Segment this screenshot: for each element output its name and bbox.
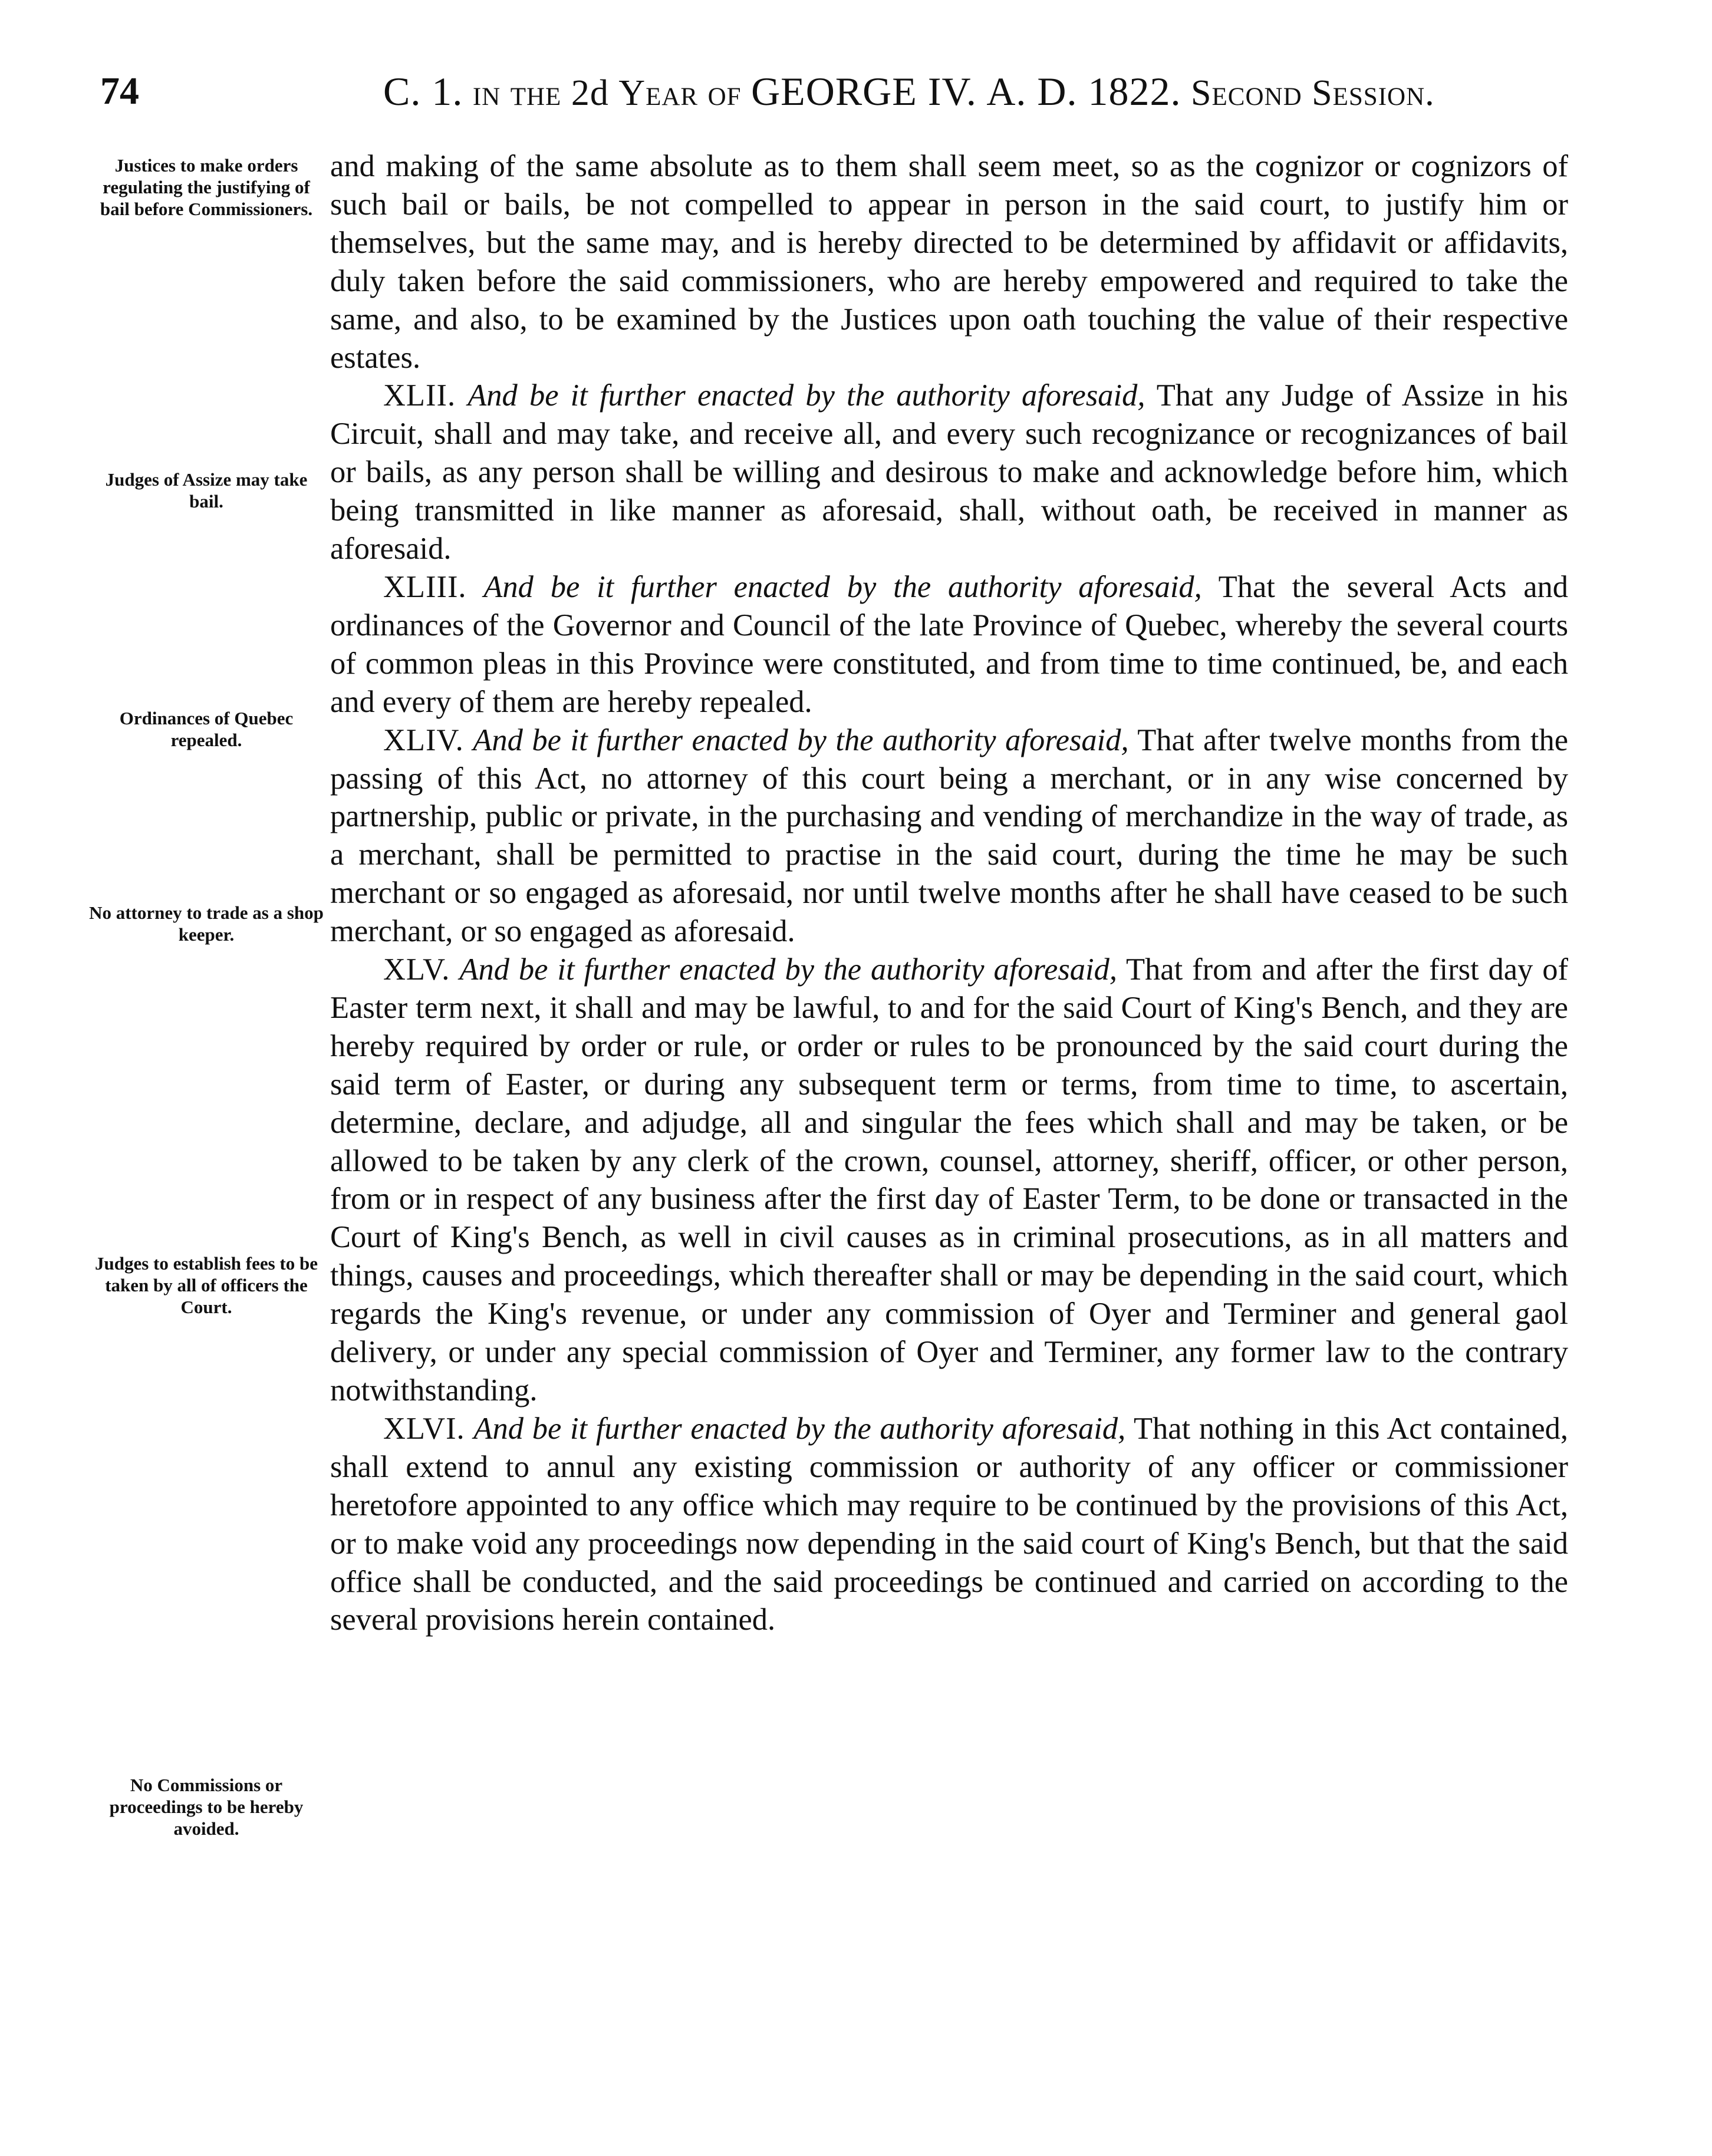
year-of: Year of: [618, 73, 742, 113]
section-number: XLIV.: [383, 723, 464, 757]
section-text: That after twelve months from the passing of this Act, no attorney of this court being a merchant, or in any wise concerned by partnership, public or private, in the purchasing and vending of merchandize in the way of trade, as a merchant, shall be permitted to practise in the said court, during the time he may be such merchant or so engaged as aforesaid, nor until twelve months after he shall have ceased to be such merchant, or so engaged as aforesaid.: [330, 723, 1568, 949]
section-xlv: [330, 951, 1568, 1410]
enacting-clause: And be it further enacted by the authority aforesaid,: [467, 378, 1145, 413]
margin-note-bail-justification: Justices to make orders regulating the justifying of bail before Commissioners.: [100, 155, 313, 219]
section-xliv: [330, 721, 1568, 951]
page-header: [100, 65, 1562, 118]
regnal-year: 2d: [571, 73, 609, 113]
king-name: GEORGE IV.: [751, 69, 977, 114]
section-text: That nothing in this Act contained, shall extend to annul any existing commission or authority of any officer or commissioner heretofore appointed to any office which may require to be continued by the provisions of this Act, or to make void any proceedings now depending in the said court of King's Bench, but that the said office shall be conducted, and the said proceedings be continued and carried on according to the several provisions herein contained.: [330, 1411, 1568, 1637]
continuation-paragraph: and making of the same absolute as to them shall seem meet, so as the cognizor or cognizors of such bail or bails, be not compelled to appear in person in the said court, to justify him or themselves, but the same may, and is hereby directed to be determined by affidavit or affidavits, duly taken before the said commissioners, who are hereby empowered and required to take the same, and also, to be examined by the Justices upon oath touching the value of their respective estates.: [330, 149, 1568, 375]
section-xliii: [330, 568, 1568, 721]
section-text: That from and after the first day of Easter term next, it shall and may be lawful, to and for the said Court of King's Bench, and they are hereby required by order or rule, or order or rules to be pronounced by the said court during the said term of Easter, or during any subsequent term or terms, from time to time, to ascertain, determine, declare, and adjudge, all and singular the fees which shall and may be taken, or be allowed to be taken by any clerk of the crown, counsel, attorney, sheriff, officer, or other person, from or in respect of any business after the first day of Easter Term, to be done or transacted in the Court of King's Bench, as well in civil causes as in criminal prosecutions, as in all matters and things, causes and proceedings, which thereafter shall or may be depending in the said court, which regards the King's revenue, or under any commission of Oyer and Terminer and general gaol delivery, or under any special commission of Oyer and Terminer, any former law to the contrary notwithstanding.: [330, 952, 1568, 1407]
session-label: Second Session.: [1191, 73, 1435, 113]
anno-domini: A. D. 1822.: [986, 69, 1181, 114]
body-text: [330, 147, 1568, 1639]
section-text: That any Judge of Assize in his Circuit, shall and may take, and receive all, and every such recognizance or recognizances of bail or bails, as any person shall be willing and desirous to make and acknowledge before him, which being transmitted in like manner as aforesaid, shall, without oath, be received in manner as aforesaid.: [330, 378, 1568, 566]
section-xlii: [330, 377, 1568, 568]
margin-note-attorney-trade: No attorney to trade as a shop keeper.: [89, 902, 324, 945]
section-text: That the several Acts and ordinances of the Governor and Council of the late Province of Quebec, whereby the several courts of common pleas in this Province were constituted, and from time to time continued, be, and each and every of them are hereby repealed.: [330, 569, 1568, 719]
enacting-clause: And be it further enacted by the authority aforesaid,: [483, 569, 1202, 604]
chapter-ref: C. 1.: [383, 69, 463, 114]
margin-note-judges-assize: Judges of Assize may take bail.: [105, 469, 308, 512]
enacting-clause: And be it further enacted by the authority aforesaid,: [473, 723, 1129, 757]
margin-note-commissions: No Commissions or proceedings to be hereby avoided.: [109, 1775, 304, 1839]
page-number: 74: [100, 70, 139, 113]
section-number: XLIII.: [383, 569, 467, 604]
in-the: in the: [472, 73, 562, 113]
enacting-clause: And be it further enacted by the authority aforesaid,: [473, 1411, 1126, 1446]
section-number: XLV.: [383, 952, 450, 987]
running-head: [383, 65, 1435, 120]
section-xlvi: [330, 1410, 1568, 1639]
margin-note-ordinances-repealed: Ordinances of Quebec repealed.: [119, 708, 294, 750]
enacting-clause: And be it further enacted by the authority aforesaid,: [459, 952, 1117, 987]
section-number: XLVI.: [383, 1411, 465, 1446]
margin-note-fees: Judges to establish fees to be taken by all of officers the Court.: [94, 1253, 318, 1317]
section-number: XLII.: [383, 378, 456, 413]
